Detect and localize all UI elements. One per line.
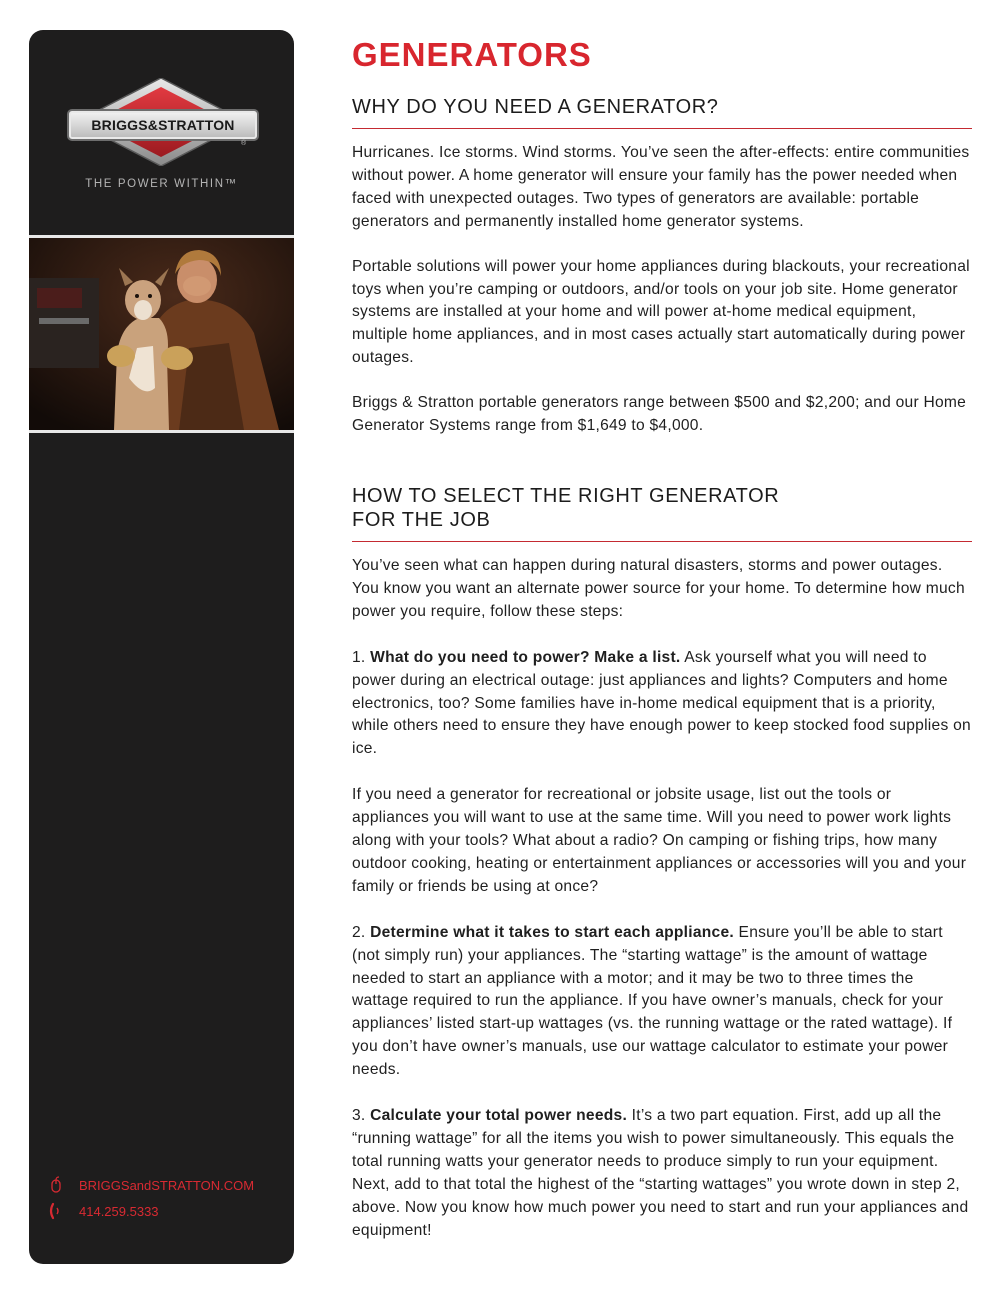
step-3-number: 3. (352, 1107, 366, 1125)
logo-text: BRIGGS&STRATTON (91, 117, 235, 133)
step-3-text: It’s a two part equation. First, add up all the “running wattage” for all the items you wish to power simultaneously. This equals the total running watts your generator needs to produce simply to run your equipment. Next, add to that total the highest of the “starting wattages” you wrote down in step 2, above. Now you know how much power you need to start and run your appliances and equipment! (352, 1107, 969, 1239)
step-3-title: Calculate your total power needs. (370, 1107, 628, 1125)
section2-heading-line1: HOW TO SELECT THE RIGHT GENERATOR (352, 484, 780, 507)
step-2-number: 2. (352, 923, 366, 941)
photo-woman-with-dog-icon (29, 238, 294, 430)
logo-registered-mark: ® (241, 140, 247, 147)
phone-text: 414.259.5333 (79, 1203, 159, 1219)
step-1 (352, 647, 972, 762)
page-title: GENERATORS (352, 36, 592, 73)
step-2-title: Determine what it takes to start each appliance. (370, 923, 734, 941)
phone-icon (47, 1202, 65, 1220)
website-text: BRIGGSandSTRATTON.COM (79, 1177, 255, 1193)
section1-paragraph-1: Hurricanes. Ice storms. Wind storms. You’ve seen the after-effects: entire communities without power. A home generator will ensure your family has the power needed when faced with unexpected outages. Two types of generators are available: portable generators and permanently installed home generator systems. (352, 144, 970, 230)
step-1-title: What do you need to power? Make a list. (370, 648, 681, 666)
step-1-extra: If you need a generator for recreational or jobsite usage, list out the tools or appliances you will want to use at the same time. Will you need to power work lights along with your tools? What about a radio? On camping or fishing trips, how many outdoor cooking, heating or entertainment appliances or accessories will you and your family or friends be using at once? (352, 786, 967, 895)
phone-link[interactable] (47, 1202, 159, 1220)
brand-logo (29, 30, 294, 228)
step-3 (352, 1105, 972, 1242)
tagline: THE POWER WITHIN™ (85, 178, 238, 190)
logo-plate (67, 109, 259, 141)
main-content (352, 34, 972, 1243)
mouse-icon (47, 1176, 65, 1194)
section1-paragraph-3: Briggs & Stratton portable generators range between $500 and $2,200; and our Home Generator Systems range from $1,649 to $4,000. (352, 394, 967, 435)
step-2 (352, 922, 972, 1082)
section1-heading: WHY DO YOU NEED A GENERATOR? (352, 96, 719, 118)
step-1-text: Ask yourself what you will need to power during an electrical outage: just appliances and lights? Computers and home electronics, too? Some families have in-home medical equipment that is a priority, while others need to ensure they have enough power to keep stocked food supplies on ice. (352, 648, 971, 758)
step-2-text: Ensure you’ll be able to start (not simply run) your appliances. The “starting wattage” is the amount of wattage needed to start an appliance with a motor; and it may be two to three times the wattage required to run the appliance. If you have owner’s manuals, check for your appliances’ listed start-up wattages (vs. the running wattage or the rated wattage). If you don’t have owner’s manuals, use our wattage calculator to estimate your power needs. (352, 923, 953, 1079)
hero-photo (29, 235, 294, 433)
section2-intro: You’ve seen what can happen during natural disasters, storms and power outages. You know you want an alternate power source for your home. To determine how much power you require, follow these steps: (352, 556, 965, 620)
website-link[interactable] (47, 1176, 254, 1194)
step-1-number: 1. (352, 648, 366, 666)
sidebar (29, 30, 294, 1264)
section2-heading-line2: FOR THE JOB (352, 508, 491, 531)
section1-paragraph-2: Portable solutions will power your home appliances during blackouts, your recreational toys when you’re camping or outdoors, and/or tools on your job site. Home generator systems are installed at your home and will power at-home medical equipment, multiple home appliances, and in most cases actually start automatically during power outages. (352, 257, 970, 367)
section2-heading (352, 484, 972, 532)
